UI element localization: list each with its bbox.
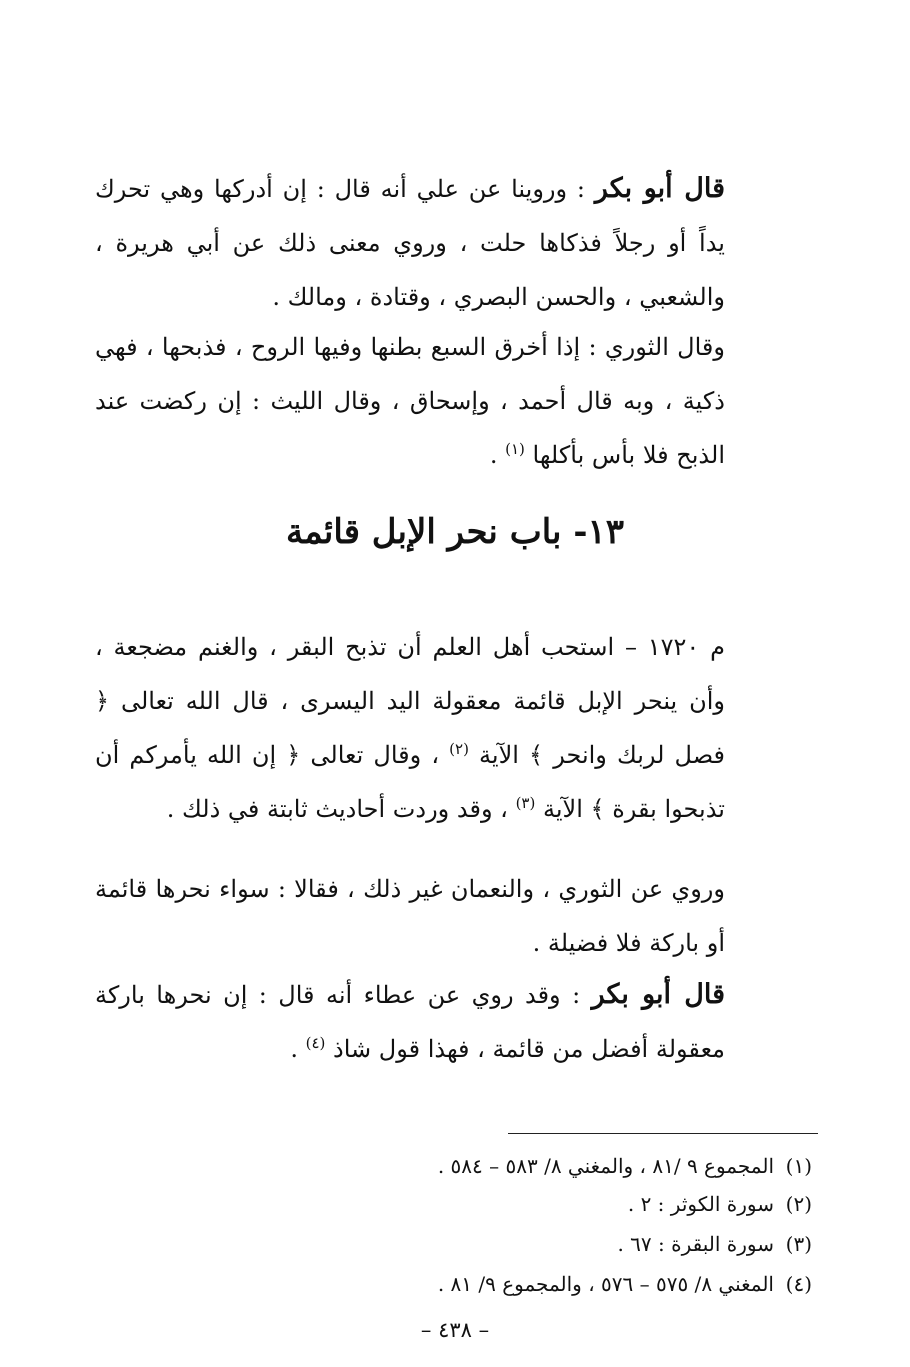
footnote-3: (٣)سورة البقرة : ٦٧ . (617, 1232, 812, 1256)
paragraph-text: وروي عن الثوري ، والنعمان غير ذلك ، فقالا : سواء نحرها قائمة أو باركة فلا فضيلة . (95, 875, 725, 957)
lead-abu-bakr: قال أبو بكر (591, 979, 725, 1010)
issue-1720: م ١٧٢٠ – استحب أهل العلم أن تذبح البقر ، والغنم مضجعة ، وأن ينحر الإبل قائمة معقولة اليد اليسرى ، قال الله تعالى ﴿ فصل لربك وانحر ﴾ الآية $^{(٢)}$ ، وقال تعالى ﴿ إن الله يأمركم أن تذبحوا بقرة ﴾ الآية $^{(٣)}$ ، وقد وردت أحاديث ثابتة في ذلك . (95, 633, 725, 823)
paragraph-text: : وروينا عن علي أنه قال : إن أدركها وهي تحرك يداً أو رجلاً فذكاها حلت ، وروي معنى ذلك عن أبي هريرة ، والشعبي ، والحسن البصري ، وقتادة ، ومالك . (95, 175, 725, 311)
page-number: – ٤٣٨ – (420, 1318, 490, 1342)
footnote-ref-2: (٢) (449, 740, 469, 758)
footnote-divider (508, 1133, 818, 1134)
footnote-ref-1: (١) (505, 440, 525, 458)
chapter-heading: ١٣- باب نحر الإبل قائمة (286, 512, 624, 552)
lead-abu-bakr: قال أبو بكر (594, 173, 726, 204)
paragraph-text: : وقد روي عن عطاء أنه قال : إن نحرها باركة معقولة أفضل من قائمة ، فهذا قول شاذ (95, 981, 725, 1063)
footnote-2: (٢)سورة الكوثر : ٢ . (627, 1192, 812, 1216)
footnote-4: (٤)المغني ٨/ ٥٧٥ – ٥٧٦ ، والمجموع ٩/ ٨١ . (437, 1272, 812, 1296)
paragraph-abu-bakr-1 (95, 162, 725, 324)
paragraph-text: وقال الثوري : إذا أخرق السبع بطنها وفيها الروح ، فذبحها ، فهي ذكية ، وبه قال أحمد ، وإسحاق ، وقال الليث : إن ركضت عند الذبح فلا بأس بأكلها (95, 333, 725, 469)
footnote-1: (١)المجموع ٩ /٨١ ، والمغني ٨/ ٥٨٣ – ٥٨٤ . (437, 1154, 812, 1178)
footnote-ref-4: (٤) (305, 1034, 326, 1052)
paragraph-thawri-numan (95, 862, 725, 970)
issue-marker: م ١٧٢٠ – (624, 633, 725, 661)
paragraph-thawri: وقال الثوري : إذا أخرق السبع بطنها وفيها الروح ، فذبحها ، فهي ذكية ، وبه قال أحمد ، وإسحاق ، وقال الليث : إن ركضت عند الذبح فلا بأس بأكلها $^{(١)}$ . (95, 333, 725, 469)
issue-text: استحب أهل العلم أن تذبح البقر ، والغنم مضجعة ، وأن ينحر الإبل قائمة معقولة اليد اليسرى ، قال الله تعالى ﴿ فصل لربك وانحر ﴾ الآية (95, 633, 725, 769)
paragraph-abu-bakr-2: قال أبو بكر : وقد روي عن عطاء أنه قال : إن نحرها باركة معقولة أفضل من قائمة ، فهذا قول شاذ $^{(٤)}$ . (95, 979, 725, 1063)
footnote-ref-3: (٣) (515, 794, 536, 812)
